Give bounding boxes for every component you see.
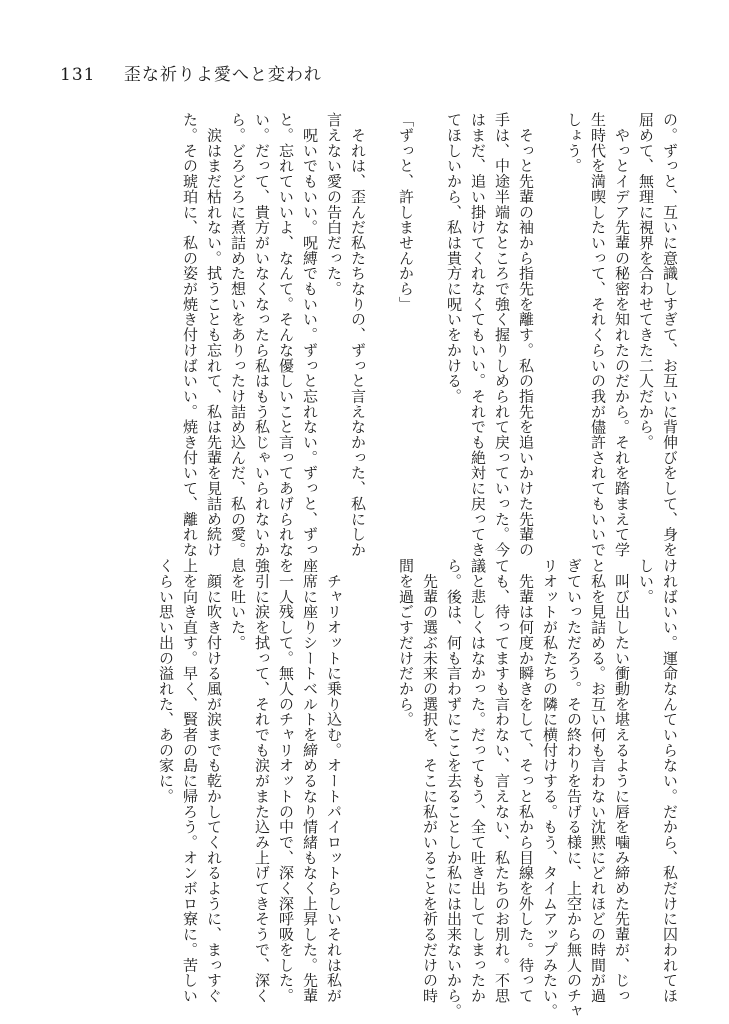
text-column: はまだ、追い掛けてくれなくてもいい。それでも絶対に戻ってき bbox=[469, 112, 487, 558]
text-column: 手は、中途半端なところで強く握りしめられて戻っていった。今 bbox=[493, 112, 511, 558]
text-column: と私を見詰める。お互い何も言わない沈黙にどれほどの時間が過 bbox=[589, 558, 607, 1004]
text-column: ら。どろどろに煮詰めた想いをありったけ詰め込んだ、私の愛。 bbox=[229, 112, 247, 558]
bottom-text-tier bbox=[117, 558, 679, 1019]
text-column: やっとイデア先輩の秘密を知れたのだから。それを踏まえて学 bbox=[613, 112, 631, 558]
text-column: それは、歪んだ私たちなりの、ずっと言えなかった、私にしか bbox=[349, 112, 367, 558]
text-column: を一人残して。無人のチャリオットの中で、深く深呼吸をした。 bbox=[277, 558, 295, 1004]
text-column: 先輩は何度か瞬きをして、そっと私から目線を外した。待って bbox=[517, 558, 535, 1004]
text-column: 言えない愛の告白だった。 bbox=[325, 112, 343, 297]
text-column: 強引に涙を拭って、それでも涙がまた込み上げてきそうで、深く bbox=[253, 558, 271, 1004]
text-column: 議と悲しくはなかった。だってもう、全て吐き出してしまったか bbox=[469, 558, 487, 1004]
text-column: しょう。 bbox=[565, 112, 583, 174]
text-column: 涙はまだ枯れない。拭うことも忘れて、私は先輩を見詰め続け bbox=[205, 112, 223, 558]
text-column: 呪いでもいい。呪縛でもいい。ずっと忘れない。ずっと、ずっ bbox=[301, 112, 319, 558]
text-column bbox=[374, 112, 389, 522]
text-column bbox=[374, 558, 389, 968]
text-column: リオットが私たちの隣に横付けする。もう、タイムアップみたい。 bbox=[541, 558, 559, 1019]
text-column: 生時代を満喫したいって、それくらいの我が儘許されてもいいで bbox=[589, 112, 607, 558]
text-column: ければいい。運命なんていらない。だから、私だけに囚われてほ bbox=[661, 558, 679, 1004]
text-column: と。忘れていいよ、なんて。そんな優しいこと言ってあげられな bbox=[277, 112, 295, 558]
text-column: そっと先輩の袖から指先を離す。私の指先を追いかけた先輩の bbox=[517, 112, 535, 558]
text-column: の。ずっと、互いに意識しすぎて、お互いに背伸びをして、身を bbox=[661, 112, 679, 558]
text-column: 上を向き直す。早く、賢者の島に帰ろう。オンボロ寮に。苦しい bbox=[181, 558, 199, 1004]
text-column: ても、待ってますも言わない、言えない、私たちのお別れ。不思 bbox=[493, 558, 511, 1004]
text-column: 先輩の選ぶ未来の選択を、そこに私がいることを祈るだけの時 bbox=[421, 558, 439, 1004]
text-column: 座席に座りシートベルトを締めるなり情緒もなく上昇した。先輩 bbox=[301, 558, 319, 1004]
text-column: ぎていっただろう。その終わりを告げる様に、上空から無人のチャ bbox=[565, 558, 583, 1019]
text-column: チャリオットに乗り込む。オートパイロットらしいそれは私が bbox=[325, 558, 343, 1004]
text-column: ら。後は、何も言わずにここを去ることしか私には出来ないから。 bbox=[445, 558, 463, 1019]
chapter-title: 歪な祈りよ愛へと変われ bbox=[123, 65, 322, 85]
page-header bbox=[60, 60, 322, 85]
text-column bbox=[350, 558, 365, 968]
text-column bbox=[542, 112, 557, 522]
top-text-tier bbox=[117, 112, 679, 558]
text-column: た。その琥珀に、私の姿が焼き付けばいい。焼き付いて、離れな bbox=[181, 112, 199, 558]
text-column: てほしいから、私は貴方に呪いをかける。 bbox=[445, 112, 463, 404]
text-column: 「ずっと、許しませんから」 bbox=[397, 112, 415, 312]
text-column: 屈めて、無理に視界を合わせてきた二人だから。 bbox=[637, 112, 655, 450]
text-column: 顔に吹き付ける風が涙までも乾かしてくれるように、まっすぐ bbox=[205, 558, 223, 1004]
text-column: しい。 bbox=[637, 558, 655, 605]
text-column: くらい思い出の溢れた、あの家に。 bbox=[157, 558, 175, 804]
text-column: 間を過ごすだけだから。 bbox=[397, 558, 415, 727]
page-number: 131 bbox=[60, 65, 96, 85]
text-column: い。だって、貴方がいなくなったら私はもう私じゃいられないか bbox=[253, 112, 271, 558]
text-column: 叫び出したい衝動を堪えるように唇を噛み締めた先輩が、じっ bbox=[613, 558, 631, 1004]
text-column: 息を吐いた。 bbox=[229, 558, 247, 651]
text-column bbox=[422, 112, 437, 522]
